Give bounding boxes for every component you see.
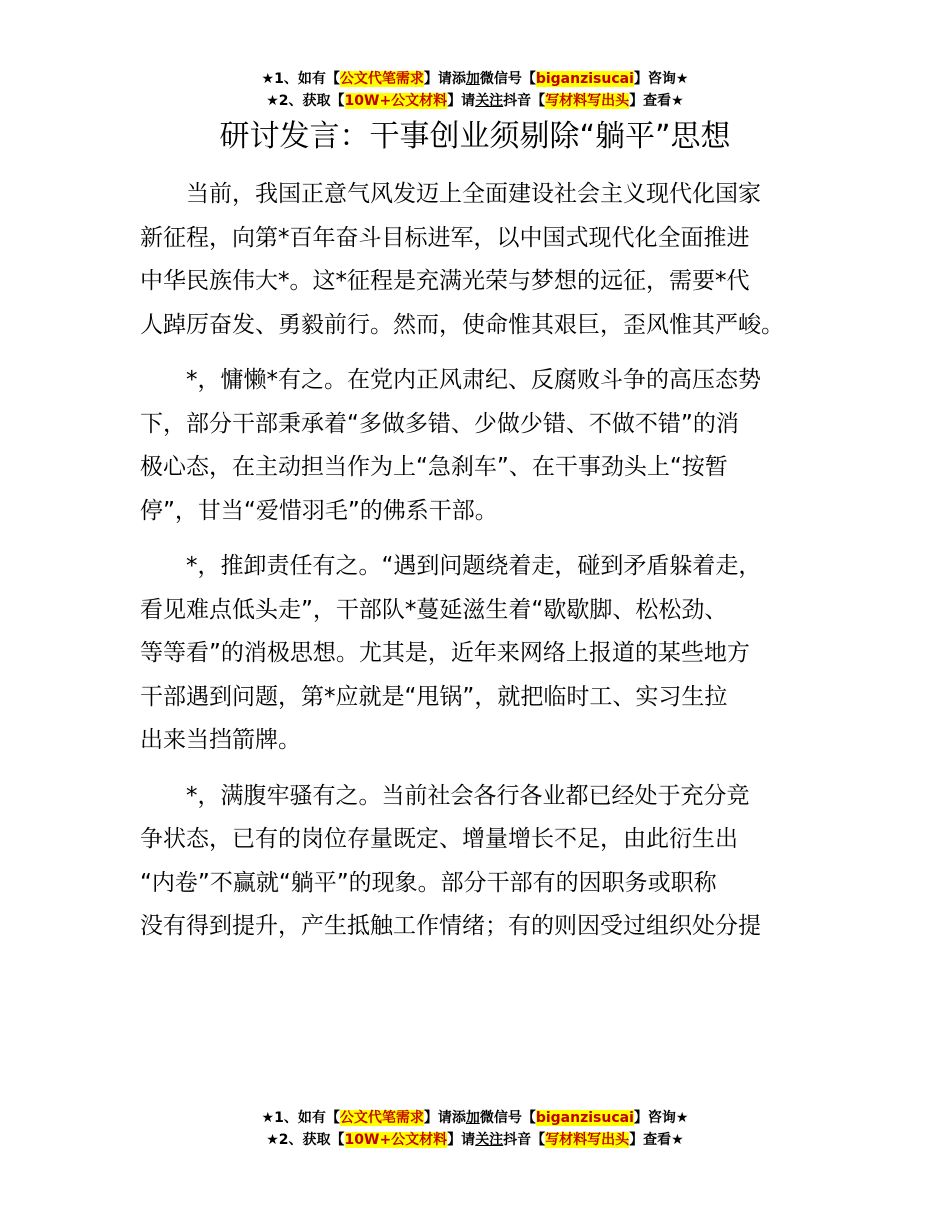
text-line: 干部遇到问题，第*应就是“甩锅”，就把临时工、实习生拉 [140, 683, 728, 710]
paragraph-1 [140, 173, 830, 347]
text-line: 当前，我国正意气风发迈上全面建设社会主义现代化国家 [186, 181, 761, 207]
document-body [140, 173, 830, 961]
text-line: 下，部分干部秉承着“多做多错、少做少错、不做不错”的消 [140, 410, 739, 437]
footer-promo-banner [0, 1107, 950, 1151]
text-line: 人踔厉奋发、勇毅前行。然而，使命惟其艰巨，歪风惟其严峻。 [140, 311, 784, 338]
text-line: 看见难点低头走”，干部队*蔓延滋生着“歇歇脚、松松劲、 [140, 596, 728, 623]
text-line: 极心态，在主动担当作为上“急刹车”、在干事劲头上“按暂 [140, 454, 728, 480]
text-line: 新征程，向第*百年奋斗目标进军，以中国式现代化全面推进 [140, 224, 750, 251]
highlight-materials: 10W+公文材料 [344, 93, 448, 109]
text-line: 出来当挡箭牌。 [140, 727, 301, 753]
text-line: *，满腹牢骚有之。当前社会各行各业都已经处于充分竞 [186, 782, 750, 809]
header-promo-banner [0, 68, 950, 112]
paragraph-2 [140, 359, 830, 533]
highlight-ghostwriting: 公文代笔需求 [339, 71, 424, 87]
promo-line-1: ★1、如有【公文代笔需求】请添加微信号【biganzisucai】咨询★ [261, 1110, 689, 1126]
highlight-materials: 10W+公文材料 [344, 1132, 448, 1148]
text-line: 等等看”的消极思想。尤其是，近年来网络上报道的某些地方 [140, 640, 750, 666]
text-line: 争状态，已有的岗位存量既定、增量增长不足，由此衍生出 [140, 826, 738, 852]
paragraph-3 [140, 545, 830, 763]
text-line: *，推卸责任有之。“遇到问题绕着走，碰到矛盾躲着走， [186, 553, 762, 579]
highlight-wechat-id: biganzisucai [535, 1110, 634, 1126]
paragraph-4 [140, 775, 830, 949]
text-line: “内卷”不赢就“躺平”的现象。部分干部有的因职务或职称 [140, 869, 717, 896]
text-line: *，慵懒*有之。在党内正风肃纪、反腐败斗争的高压态势 [186, 367, 761, 393]
promo-line-1: ★1、如有【公文代笔需求】请添加微信号【biganzisucai】咨询★ [261, 71, 689, 87]
highlight-douyin-account: 写材料写出头 [545, 93, 630, 109]
highlight-wechat-id: biganzisucai [535, 71, 634, 87]
text-line: 停”，甘当“爱惜羽毛”的佛系干部。 [140, 497, 498, 524]
highlight-ghostwriting: 公文代笔需求 [339, 1110, 424, 1126]
promo-line-2: ★2、获取【10W+公文材料】请关注抖音【写材料写出头】查看★ [266, 1132, 684, 1148]
promo-line-2: ★2、获取【10W+公文材料】请关注抖音【写材料写出头】查看★ [266, 93, 684, 109]
highlight-douyin-account: 写材料写出头 [545, 1132, 630, 1148]
text-line: 中华民族伟大*。这*征程是充满光荣与梦想的远征，需要*代 [140, 268, 750, 294]
document-title: 研讨发言：干事创业须剔除“躺平”思想 [219, 119, 731, 154]
text-line: 没有得到提升，产生抵触工作情绪；有的则因受过组织处分提 [140, 913, 761, 939]
